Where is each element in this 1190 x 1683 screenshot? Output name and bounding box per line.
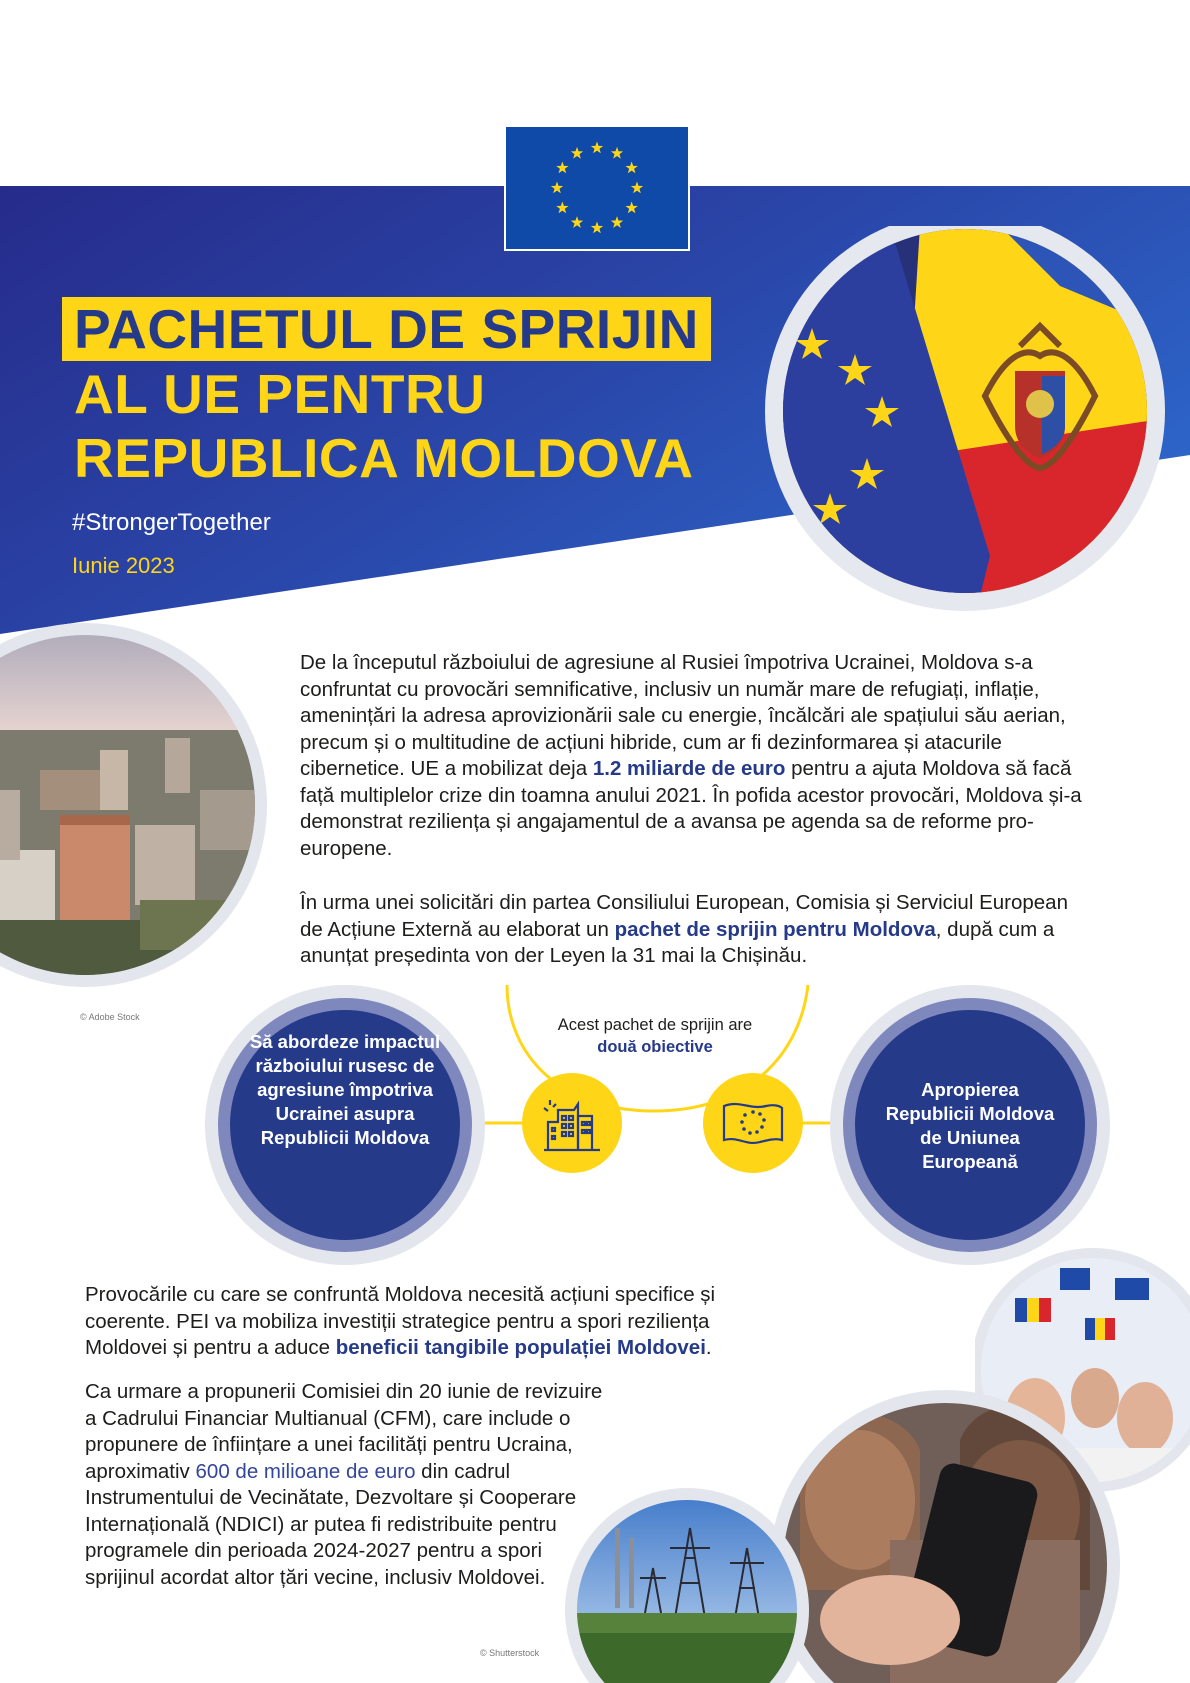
body-paragraph-2 [85,1379,610,1591]
title-highlighted: PACHETUL DE SPRIJIN [62,297,711,361]
intro-paragraph-1 [300,650,1090,862]
intro-p2-text-b: , după cum a anunțat președinta von der Leyen la 31 mai la Chișinău. [300,917,1055,967]
photo-credit-shutterstock: © Shutterstock [480,1648,540,1658]
objective-2-text: Apropierea Republicii Moldova de Uniunea Europeană [885,1079,1055,1172]
flags-photo [760,226,1180,636]
power-plant-photo [565,1488,810,1683]
body-p4-text-b: din cadrul Instrumentului de Vecinătate, Dezvoltare și Cooperare Internațională (NDICI) ar putea fi redistribuite pentru programele din perioada 2024-2027 pentru a spori sprijinul acordat altor țări vecine, inclusiv Moldovei. [85,1459,577,1589]
title-line-2: AL UE PENTRU [74,363,486,425]
body-p4-highlight: 600 de milioane de euro [195,1459,416,1483]
body-p3-text-b: . [705,1336,712,1359]
selfie-photo [770,1390,1120,1683]
body-paragraph-1 [85,1282,785,1362]
body-p4-text-a: Ca urmare a propunerii Comisiei din 20 iunie de revizuire a Cadrului Financiar Multianual (CFM), care include o propunere de înființare a unei facilități pentru Ucraina, aproximativ [85,1380,603,1483]
intro-p1-text-a: De la începutul războiului de agresiune al Rusiei împotriva Ucrainei, Moldova s-a confruntat cu provocări semnificative, inclusiv un număr mare de refugiați, inflație, amenințări la adresa aprovizionării sale cu energie, încălcări ale spațiului său aerian, precum și o multitudine de acțiuni hibride, cum ar fi dezinformarea și atacurile cibernetice. UE a mobilizat deja [300,651,1066,780]
objectives-caption-highlight: două obiective [597,1038,713,1056]
eu-flag-icon [504,125,690,251]
publication-date: Iunie 2023 [72,553,175,578]
title-line-3: REPUBLICA MOLDOVA [74,427,694,489]
objectives-caption [550,1014,760,1058]
damaged-building-icon [540,1092,604,1156]
intro-p2-text-a: În urma unei solicitări din partea Consiliului European, Comisia și Serviciul European de Acțiune Externă au elaborat un [300,891,1068,941]
photo-credit-adobe: © Adobe Stock [80,1012,140,1022]
intro-p1-text-b: pentru a ajuta Moldova să facă față multiplelor crize din toamna anului 2021. În pofida acestor provocări, Moldova și-a demonstrat reziliența și angajamentul de a avansa pe agenda sa de reforme pro-europene. [300,757,1082,860]
objectives-caption-text: Acest pachet de sprijin are [557,1016,753,1034]
body-p3-highlight: beneficii tangibile populației Moldovei [335,1336,706,1359]
intro-paragraph-2 [300,890,1090,970]
objective-1-text: Să abordeze impactul războiului rusesc de agresiune împotriva Ucrainei asupra Republicii Moldova [249,1031,441,1148]
eu-flag-small-icon [720,1100,786,1148]
body-p3-text-a: Provocările cu care se confruntă Moldova necesită acțiuni specifice și coerente. PEI va mobiliza investiții strategice pentru a spori reziliența Moldovei și pentru a aduce [85,1283,716,1359]
hashtag: #StrongerTogether [72,509,271,536]
intro-p1-highlight: 1.2 miliarde de euro [592,757,786,780]
intro-p2-highlight: pachet de sprijin pentru Moldova [614,917,936,941]
city-photo [0,620,270,990]
